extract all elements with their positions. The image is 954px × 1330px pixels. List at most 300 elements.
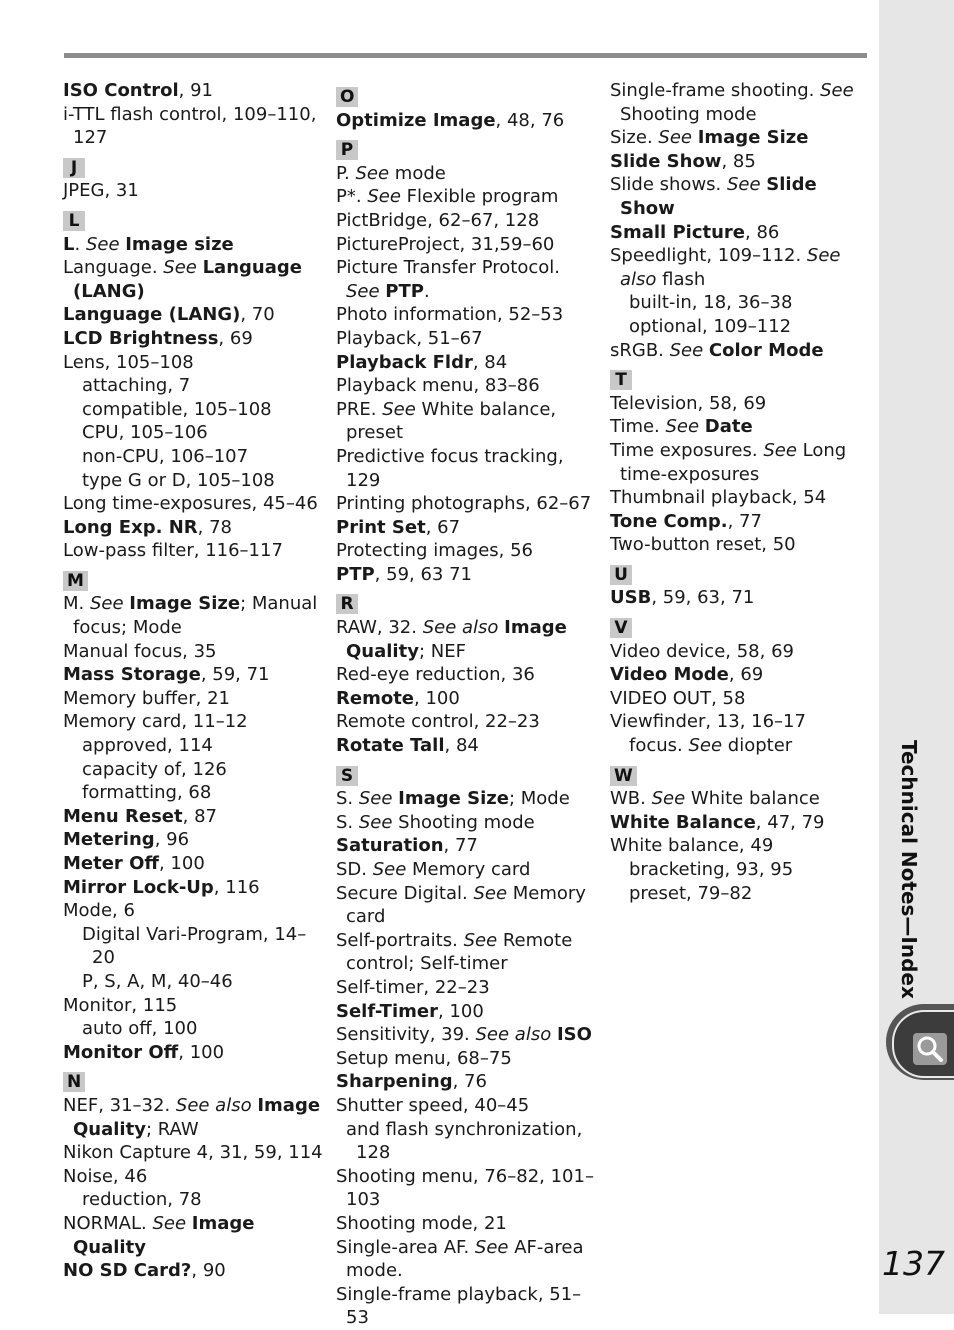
index-entry xyxy=(336,256,598,303)
entry-text: , 100 xyxy=(437,1000,484,1022)
index-subentry xyxy=(63,1017,325,1041)
entry-text: sRGB. xyxy=(610,339,670,361)
entry-text: NORMAL. xyxy=(63,1212,153,1234)
index-entry xyxy=(63,256,325,303)
index-entry xyxy=(336,185,598,209)
entry-see-italic: See xyxy=(152,1212,192,1234)
letter-heading xyxy=(336,138,598,162)
entry-text: type G or D, 105–108 xyxy=(82,469,275,491)
entry-text: Shooting menu, 76–82, 101–103 xyxy=(336,1165,594,1211)
entry-text: Digital Vari-Program, 14–20 xyxy=(82,923,307,969)
entry-text: P. xyxy=(336,162,356,184)
entry-text: , 47, 79 xyxy=(755,811,825,833)
index-entry xyxy=(63,805,325,829)
entry-term-bold: Slide Show xyxy=(610,150,722,172)
index-entry xyxy=(336,1236,598,1283)
entry-see-italic: See xyxy=(473,882,513,904)
index-entry xyxy=(610,79,872,126)
index-entry xyxy=(610,173,872,220)
index-entry xyxy=(63,516,325,540)
entry-see-italic: See xyxy=(763,439,803,461)
entry-text: Flexible program xyxy=(406,186,559,208)
entry-text: Noise, 46 xyxy=(63,1165,148,1187)
entry-text: PictBridge, 62–67, 128 xyxy=(336,209,540,231)
index-subentry xyxy=(336,1118,598,1165)
entry-see-italic: See also xyxy=(620,245,841,290)
entry-term-bold: Monitor Off xyxy=(63,1041,179,1063)
entry-text: Shooting mode xyxy=(398,811,535,833)
entry-text: . xyxy=(74,233,86,255)
index-entry xyxy=(610,687,872,711)
entry-text: Manual focus, 35 xyxy=(63,640,217,662)
index-entry xyxy=(610,126,872,150)
index-entry xyxy=(336,882,598,929)
index-subentry xyxy=(610,291,872,315)
entry-see-italic: See xyxy=(669,339,709,361)
index-entry xyxy=(336,1000,598,1024)
entry-see-italic: See also xyxy=(422,617,505,639)
entry-text: Red-eye reduction, 36 xyxy=(336,664,535,686)
entry-text: i-TTL flash control, 109–110, 127 xyxy=(63,103,317,149)
index-entry xyxy=(610,392,872,416)
index-entry xyxy=(610,710,872,734)
entry-text: , 69 xyxy=(728,664,764,686)
entry-text: , 59, 63, 71 xyxy=(651,587,755,609)
entry-text: , 77 xyxy=(727,510,762,532)
entry-text: Low-pass filter, 116–117 xyxy=(63,540,283,562)
entry-text: diopter xyxy=(727,735,793,757)
entry-term-bold: Rotate Tall xyxy=(336,735,445,757)
index-entry xyxy=(63,1041,325,1065)
entry-text: , 85 xyxy=(721,150,756,172)
entry-text: Printing photographs, 62–67 xyxy=(336,493,592,515)
entry-text: Photo information, 52–53 xyxy=(336,304,564,326)
entry-text: , 90 xyxy=(191,1260,226,1282)
entry-text: flash xyxy=(662,268,706,290)
letter-heading xyxy=(63,569,325,593)
entry-term-bold: NO SD Card? xyxy=(63,1260,192,1282)
entry-text: NEF, 31–32. xyxy=(63,1094,176,1116)
entry-text: attaching, 7 xyxy=(82,375,191,397)
entry-term-bold: Image Quality xyxy=(73,1212,255,1258)
entry-see-italic: See xyxy=(820,80,854,101)
index-entry xyxy=(610,787,872,811)
entry-text: Long time-exposures, 45–46 xyxy=(63,493,318,515)
entry-text: optional, 109–112 xyxy=(629,315,792,337)
index-entry xyxy=(336,398,598,445)
index-subentry xyxy=(63,1188,325,1212)
index-entry xyxy=(336,162,598,186)
index-entry xyxy=(63,687,325,711)
entry-text: JPEG, 31 xyxy=(63,180,139,202)
entry-see-italic: See xyxy=(688,735,728,757)
index-subentry xyxy=(610,858,872,882)
index-entry xyxy=(336,351,598,375)
entry-term-bold: Slide Show xyxy=(620,174,817,219)
entry-text: Speedlight, 109–112. xyxy=(610,245,807,267)
letter-heading xyxy=(610,563,872,587)
entry-text: , 84 xyxy=(472,351,508,373)
entry-text: Remote control, 22–23 xyxy=(336,711,540,733)
entry-text: Two-button reset, 50 xyxy=(610,534,796,556)
index-entry xyxy=(63,1094,325,1141)
letter-heading-label: W xyxy=(610,766,637,786)
entry-term-bold: Remote xyxy=(336,687,415,709)
entry-see-italic: See also xyxy=(175,1094,258,1116)
entry-text: Long time-exposures xyxy=(620,439,847,485)
index-entry xyxy=(610,439,872,486)
entry-text: Memory buffer, 21 xyxy=(63,687,230,709)
entry-see-italic: See xyxy=(346,280,386,302)
entry-text: P*. xyxy=(336,186,368,208)
entry-text: Remote control; Self-timer xyxy=(346,929,573,975)
entry-term-bold: White Balance xyxy=(610,811,756,833)
index-entry xyxy=(336,787,598,811)
entry-term-bold: Playback Fldr xyxy=(336,351,473,373)
entry-see-italic: See xyxy=(89,593,130,615)
entry-term-bold: Saturation xyxy=(336,835,444,857)
index-entry xyxy=(63,876,325,900)
entry-text: SD. xyxy=(336,859,373,880)
index-entry xyxy=(336,209,598,233)
index-subentry xyxy=(63,421,325,445)
letter-heading xyxy=(336,592,598,616)
index-column-2 xyxy=(336,79,598,1330)
index-entry xyxy=(336,929,598,976)
index-entry xyxy=(63,539,325,563)
entry-term-bold: PTP xyxy=(385,280,424,302)
letter-heading xyxy=(610,616,872,640)
index-entry xyxy=(336,445,598,492)
entry-text: reduction, 78 xyxy=(82,1189,202,1211)
index-entry xyxy=(63,1165,325,1189)
index-entry xyxy=(63,233,325,257)
index-entry xyxy=(63,327,325,351)
entry-text: White balance xyxy=(690,788,820,810)
index-entry xyxy=(610,150,872,174)
index-entry xyxy=(63,351,325,375)
entry-see-italic: See xyxy=(355,162,395,184)
index-entry xyxy=(63,1259,325,1283)
entry-see-italic: See xyxy=(665,416,705,438)
entry-text: Nikon Capture 4, 31, 59, 114 xyxy=(63,1142,323,1164)
entry-text: Viewfinder, 13, 16–17 xyxy=(610,711,806,733)
index-subentry xyxy=(63,469,325,493)
entry-text: bracketing, 93, 95 xyxy=(629,859,794,880)
index-entry xyxy=(336,109,598,133)
index-entry xyxy=(610,663,872,687)
entry-text: Sensitivity, 39. xyxy=(336,1024,476,1046)
entry-text: Slide shows. xyxy=(610,174,727,196)
entry-see-italic: See also xyxy=(475,1024,557,1046)
letter-heading-label: R xyxy=(336,594,358,614)
index-entry xyxy=(63,828,325,852)
index-subentry xyxy=(610,882,872,906)
entry-see-italic: See xyxy=(474,1236,515,1258)
index-entry xyxy=(610,244,872,291)
entry-text: Size. xyxy=(610,127,659,149)
entry-text: Single-frame shooting. xyxy=(610,80,821,101)
entry-see-italic: See xyxy=(727,174,767,196)
entry-see-italic: See xyxy=(658,127,698,149)
entry-text: RAW, 32. xyxy=(336,617,423,639)
side-tab-label: Technical Notes—Index xyxy=(897,740,921,999)
entry-term-bold: Image Quality xyxy=(346,617,567,662)
index-entry xyxy=(610,640,872,664)
entry-term-bold: Language (LANG) xyxy=(73,257,302,302)
entry-term-bold: Language (LANG) xyxy=(63,304,241,326)
entry-text: , 87 xyxy=(182,805,217,827)
entry-text: , 86 xyxy=(745,221,780,243)
entry-text: Monitor, 115 xyxy=(63,994,178,1016)
entry-term-bold: Image Size xyxy=(697,127,809,149)
entry-text: , 84 xyxy=(444,735,479,757)
index-entry xyxy=(336,976,598,1000)
entry-text: Single-area AF. xyxy=(336,1236,475,1258)
entry-term-bold: Tone Comp. xyxy=(610,510,728,532)
entry-text: , 69 xyxy=(218,327,253,349)
index-subentry xyxy=(610,315,872,339)
entry-term-bold: ISO Control xyxy=(63,80,179,101)
entry-text: S. xyxy=(336,788,359,810)
entry-text: . xyxy=(423,280,430,302)
entry-text: Shooting mode, 21 xyxy=(336,1212,507,1234)
entry-term-bold: Meter Off xyxy=(63,853,159,874)
letter-heading-label: T xyxy=(610,370,632,390)
entry-text: , 76 xyxy=(452,1071,487,1093)
entry-text: approved, 114 xyxy=(82,735,213,757)
index-entry xyxy=(63,103,325,150)
letter-heading-label: V xyxy=(610,618,632,638)
entry-text: Single-frame playback, 51–53 xyxy=(336,1283,582,1329)
entry-text: Lens, 105–108 xyxy=(63,351,194,373)
entry-text: Memory card xyxy=(412,859,531,880)
index-subentry xyxy=(63,734,325,758)
index-entry xyxy=(336,303,598,327)
index-entry xyxy=(336,710,598,734)
index-subentry xyxy=(63,374,325,398)
index-entry xyxy=(336,233,598,257)
index-entry xyxy=(610,586,872,610)
entry-term-bold: Print Set xyxy=(336,516,426,538)
entry-text: Protecting images, 56 xyxy=(336,540,533,562)
index-entry xyxy=(336,663,598,687)
entry-term-bold: Self-Timer xyxy=(336,1000,438,1022)
entry-see-italic: See xyxy=(463,929,503,951)
entry-text: , 59, 71 xyxy=(200,664,270,686)
entry-text: Predictive focus tracking, 129 xyxy=(336,445,564,491)
index-entry xyxy=(336,327,598,351)
entry-term-bold: Menu Reset xyxy=(63,805,183,827)
entry-term-bold: Image Size xyxy=(398,788,509,810)
index-entry xyxy=(610,533,872,557)
entry-term-bold: USB xyxy=(610,587,652,609)
entry-text: compatible, 105–108 xyxy=(82,398,272,420)
index-column-1 xyxy=(63,79,325,1283)
entry-text: ; Manual focus; Mode xyxy=(73,593,318,639)
entry-text: Shutter speed, 40–45 xyxy=(336,1094,530,1116)
entry-text: White balance, preset xyxy=(346,398,557,444)
index-entry xyxy=(336,1047,598,1071)
entry-text: PRE. xyxy=(336,398,383,420)
entry-text: Memory card, 11–12 xyxy=(63,711,248,733)
entry-text: ; Mode xyxy=(508,788,570,810)
entry-text: Playback menu, 83–86 xyxy=(336,375,540,397)
index-entry xyxy=(336,1165,598,1212)
index-subentry xyxy=(63,781,325,805)
index-entry xyxy=(63,592,325,639)
letter-heading-label: L xyxy=(63,211,85,231)
entry-term-bold: Long Exp. NR xyxy=(63,516,198,538)
entry-term-bold: PTP xyxy=(336,563,375,585)
entry-text: AF-area mode. xyxy=(346,1236,584,1282)
letter-heading xyxy=(336,85,598,109)
letter-heading xyxy=(610,764,872,788)
entry-text: , 116 xyxy=(213,876,260,898)
entry-see-italic: See xyxy=(651,788,691,810)
entry-term-bold: Metering xyxy=(63,829,155,851)
entry-text: White balance, 49 xyxy=(610,835,774,857)
entry-text: CPU, 105–106 xyxy=(82,422,208,444)
entry-see-italic: See xyxy=(372,859,413,880)
index-entry xyxy=(336,616,598,663)
entry-see-italic: See xyxy=(163,257,203,279)
entry-see-italic: See xyxy=(358,788,399,810)
index-entry xyxy=(336,858,598,882)
entry-text: , 100 xyxy=(414,687,460,709)
index-entry xyxy=(63,179,325,203)
index-entry xyxy=(63,994,325,1018)
entry-text: auto off, 100 xyxy=(82,1018,198,1040)
entry-see-italic: See xyxy=(85,233,126,255)
entry-term-bold: Mirror Lock-Up xyxy=(63,876,214,898)
entry-text: ; NEF xyxy=(418,640,466,662)
entry-text: , 67 xyxy=(425,516,461,538)
letter-heading xyxy=(336,764,598,788)
index-entry xyxy=(63,1141,325,1165)
entry-term-bold: Small Picture xyxy=(610,221,746,243)
entry-term-bold: Mass Storage xyxy=(63,664,201,686)
index-entry xyxy=(336,1094,598,1118)
index-entry xyxy=(610,486,872,510)
magnifier-icon xyxy=(912,1032,948,1066)
entry-text: PictureProject, 31,59–60 xyxy=(336,233,555,255)
letter-heading xyxy=(610,368,872,392)
entry-see-italic: See xyxy=(358,811,399,833)
entry-text: capacity of, 126 xyxy=(82,758,227,780)
index-entry xyxy=(63,303,325,327)
entry-term-bold: L xyxy=(63,233,75,255)
entry-text: S. xyxy=(336,811,359,833)
entry-text: Shooting mode xyxy=(620,103,757,125)
index-entry xyxy=(336,1283,598,1330)
index-subentry xyxy=(63,970,325,994)
entry-text: Mode, 6 xyxy=(63,900,135,922)
index-entry xyxy=(63,79,325,103)
index-entry xyxy=(63,492,325,516)
entry-term-bold: LCD Brightness xyxy=(63,327,219,349)
entry-text: Self-timer, 22–23 xyxy=(336,976,490,998)
entry-see-italic: See xyxy=(382,398,422,420)
index-entry xyxy=(63,640,325,664)
index-entry xyxy=(63,710,325,734)
index-entry xyxy=(610,415,872,439)
entry-text: Playback, 51–67 xyxy=(336,327,483,349)
entry-text: formatting, 68 xyxy=(82,782,212,804)
entry-text: Picture Transfer Protocol. xyxy=(336,257,560,279)
index-tab-inner xyxy=(892,1010,954,1078)
page-number: 137 xyxy=(882,1244,945,1283)
top-rule xyxy=(64,53,867,58)
index-entry xyxy=(336,374,598,398)
index-entry xyxy=(610,510,872,534)
index-subentry xyxy=(63,923,325,970)
index-entry xyxy=(63,899,325,923)
letter-heading-label: S xyxy=(336,766,358,786)
entry-text: , 100 xyxy=(158,853,205,874)
entry-text: , 100 xyxy=(178,1041,225,1063)
entry-see-italic: See xyxy=(367,186,407,208)
entry-term-bold: Image Size xyxy=(129,593,241,615)
index-tab-button[interactable] xyxy=(886,1004,954,1080)
index-entry xyxy=(336,492,598,516)
index-subentry xyxy=(610,734,872,758)
entry-text: , 48, 76 xyxy=(495,109,565,131)
entry-text: Memory card xyxy=(346,882,586,928)
index-entry xyxy=(336,687,598,711)
index-entry xyxy=(336,563,598,587)
entry-text: , 70 xyxy=(240,304,275,326)
index-entry xyxy=(336,834,598,858)
entry-text: built-in, 18, 36–38 xyxy=(629,292,793,314)
index-entry xyxy=(610,339,872,363)
entry-term-bold: Image size xyxy=(125,233,234,255)
letter-heading xyxy=(63,1070,325,1094)
entry-text: ; RAW xyxy=(145,1118,199,1140)
entry-text: Time exposures. xyxy=(610,439,764,461)
entry-term-bold: Sharpening xyxy=(336,1071,453,1093)
entry-text: and flash synchronization, 128 xyxy=(346,1118,583,1164)
letter-heading-label: U xyxy=(610,565,632,585)
entry-text: , 96 xyxy=(154,829,190,851)
index-entry xyxy=(336,734,598,758)
index-entry xyxy=(63,852,325,876)
index-entry xyxy=(336,811,598,835)
index-entry xyxy=(610,834,872,858)
entry-term-bold: Optimize Image xyxy=(336,109,496,131)
index-entry xyxy=(63,663,325,687)
side-tab xyxy=(879,0,954,1314)
entry-term-bold: ISO xyxy=(556,1024,592,1046)
index-subentry xyxy=(63,445,325,469)
entry-text: Secure Digital. xyxy=(336,882,474,904)
letter-heading-label: P xyxy=(336,140,358,160)
entry-term-bold: Image Quality xyxy=(73,1094,321,1140)
entry-text: preset, 79–82 xyxy=(629,882,753,904)
entry-text: mode xyxy=(394,162,446,184)
letter-heading xyxy=(63,156,325,180)
entry-text: VIDEO OUT, 58 xyxy=(610,687,746,709)
entry-text: focus. xyxy=(629,735,689,757)
entry-text: , 59, 63 71 xyxy=(374,563,472,585)
letter-heading xyxy=(63,209,325,233)
entry-text: Setup menu, 68–75 xyxy=(336,1047,512,1069)
letter-heading-label: N xyxy=(63,1072,85,1092)
index-subentry xyxy=(63,398,325,422)
entry-term-bold: Date xyxy=(704,416,753,438)
entry-text: Thumbnail playback, 54 xyxy=(610,487,827,509)
letter-heading-label: O xyxy=(336,87,358,107)
